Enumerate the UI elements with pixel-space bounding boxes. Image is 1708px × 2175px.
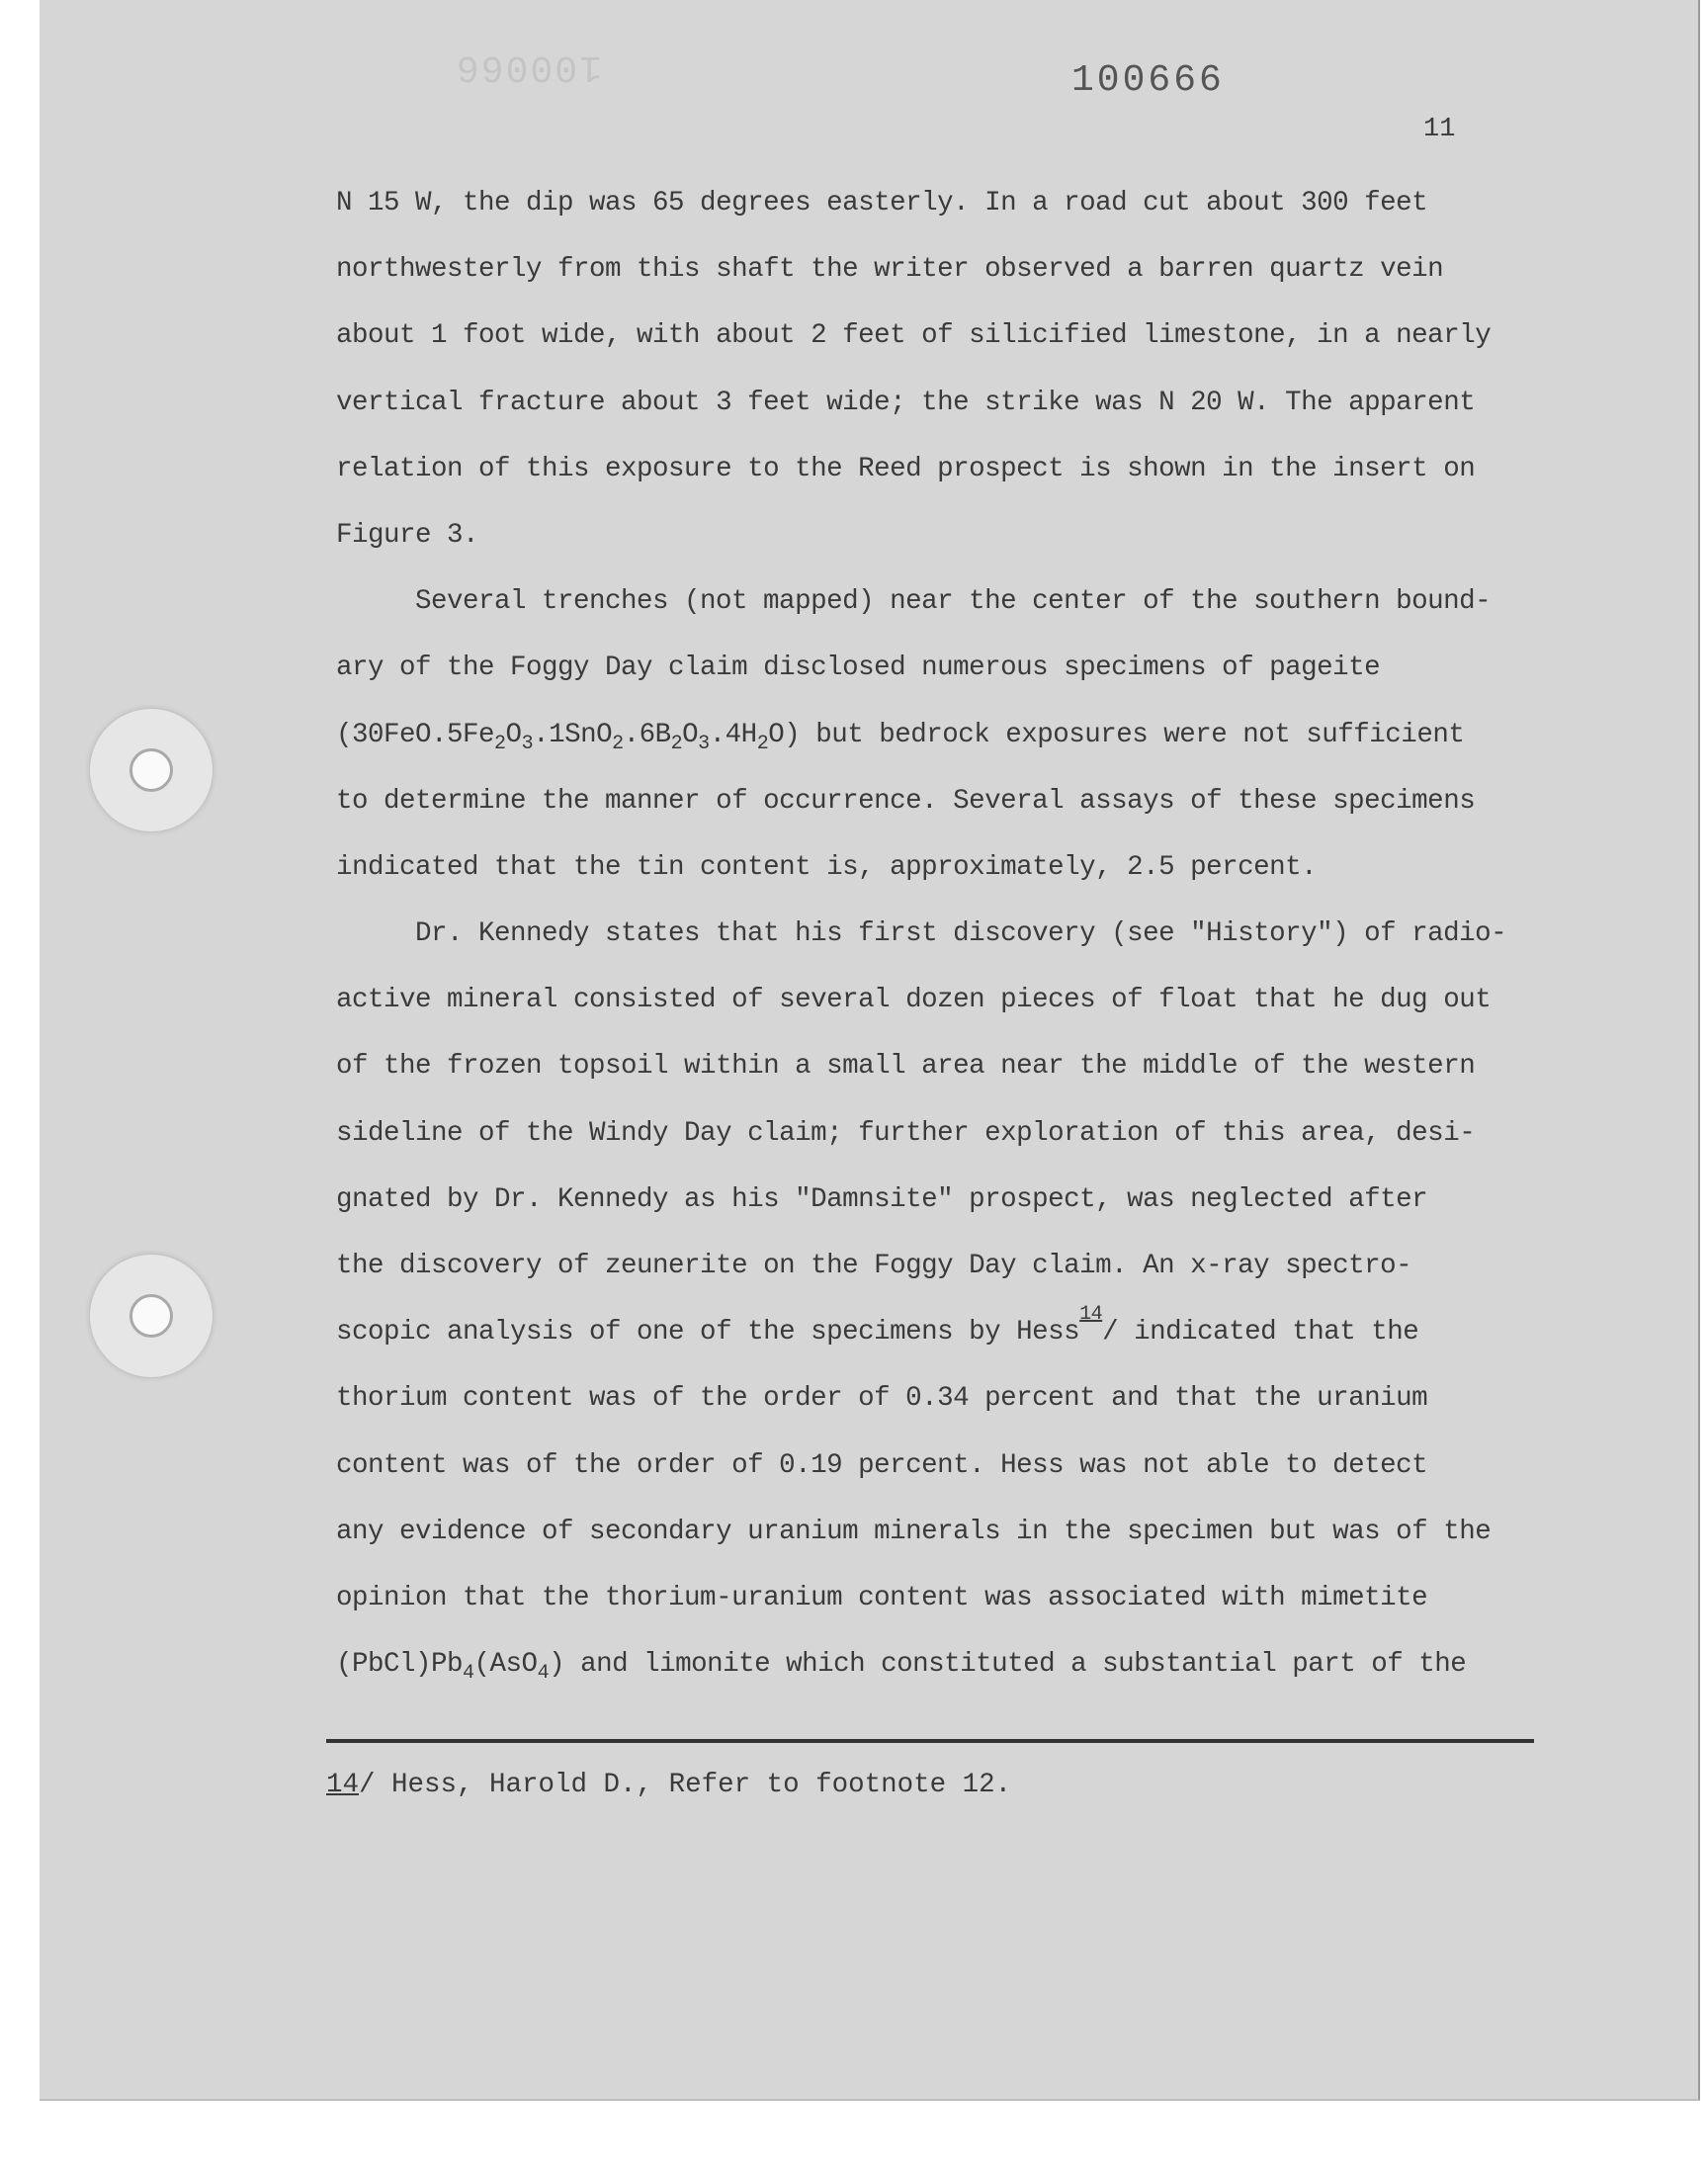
text-line: sideline of the Windy Day claim; further exploration of this area, desi- — [336, 1117, 1476, 1149]
subscript: 4 — [463, 1662, 474, 1686]
text-line: opinion that the thorium-uranium content was associated with mimetite — [336, 1582, 1428, 1613]
text-line: ary of the Foggy Day claim disclosed numerous specimens of pageite — [336, 652, 1381, 684]
subscript: 4 — [537, 1662, 550, 1686]
footnote-reference-line — [336, 1299, 1572, 1365]
text-line: vertical fracture about 3 feet wide; the strike was N 20 W. The apparent — [336, 387, 1476, 418]
punch-hole — [129, 748, 173, 792]
text-line: northwesterly from this shaft the writer observed a barren quartz vein — [336, 254, 1444, 286]
subscript: 2 — [670, 732, 683, 755]
text-line: to determine the manner of occurrence. Several assays of these specimens — [336, 785, 1476, 817]
subscript: 3 — [698, 732, 710, 755]
text-line: about 1 foot wide, with about 2 feet of silicified limestone, in a nearly — [336, 320, 1492, 352]
footnote-reference: 14 — [1079, 1303, 1103, 1327]
body-text — [336, 170, 1572, 1697]
text-line: N 15 W, the dip was 65 degrees easterly. In a road cut about 300 feet — [336, 188, 1428, 218]
text-line: gnated by Dr. Kennedy as his "Damnsite" prospect, was neglected after — [336, 1183, 1428, 1215]
punch-hole-reinforcement — [89, 708, 214, 832]
footnote — [326, 1762, 1011, 1809]
formula-line — [336, 1631, 1572, 1697]
formula-text: ) and limonite which constituted a substantial part of the — [549, 1649, 1467, 1681]
subscript: 3 — [521, 732, 534, 755]
formula-text: O — [505, 719, 522, 750]
formula-text: .4H — [709, 719, 757, 750]
formula-text: .1SnO — [533, 719, 613, 750]
text-line: any evidence of secondary uranium minerals in the specimen but was of the — [336, 1516, 1492, 1547]
text-segment: / indicated that the — [1102, 1317, 1419, 1348]
text-segment: scopic analysis of one of the specimens by Hess — [336, 1317, 1080, 1348]
footnote-divider — [326, 1739, 1534, 1743]
document-number-stamp: 100666 — [1071, 59, 1225, 102]
page-number: 11 — [1423, 115, 1456, 144]
subscript: 2 — [756, 732, 769, 755]
text-line: content was of the order of 0.19 percent. Hess was not able to detect — [336, 1449, 1428, 1481]
formula-text: (PbCl)Pb — [336, 1649, 464, 1681]
formula-text: O — [682, 719, 699, 750]
bleed-through-stamp: 100066 — [455, 45, 602, 88]
text-line: relation of this exposure to the Reed prospect is shown in the insert on — [336, 453, 1476, 484]
footnote-mark: 14 — [326, 1770, 360, 1800]
formula-text: .6B — [623, 719, 671, 750]
subscript: 2 — [494, 732, 506, 755]
footnote-text: / Hess, Harold D., Refer to footnote 12. — [359, 1770, 1012, 1800]
formula-line — [336, 702, 1572, 768]
formula-text: (30FeO.5Fe — [336, 719, 495, 750]
formula-text: O) but bedrock exposures were not sufficient — [768, 719, 1465, 750]
text-line: Dr. Kennedy states that his first discovery (see "History") of radio- — [415, 918, 1507, 950]
subscript: 2 — [612, 732, 624, 755]
text-line: the discovery of zeunerite on the Foggy Day claim. An x-ray spectro- — [336, 1251, 1412, 1281]
text-line: active mineral consisted of several dozen pieces of float that he dug out — [336, 985, 1492, 1016]
text-line: Figure 3. — [336, 519, 479, 551]
text-line: of the frozen topsoil within a small area near the middle of the western — [336, 1051, 1476, 1083]
document-page — [40, 0, 1700, 2101]
punch-hole — [129, 1294, 173, 1338]
text-line: indicated that the tin content is, approximately, 2.5 percent. — [336, 851, 1318, 883]
punch-hole-reinforcement — [89, 1254, 214, 1378]
formula-text: (AsO — [473, 1649, 538, 1681]
text-line: thorium content was of the order of 0.34 percent and that the uranium — [336, 1383, 1428, 1415]
text-line: Several trenches (not mapped) near the center of the southern bound- — [415, 586, 1492, 618]
